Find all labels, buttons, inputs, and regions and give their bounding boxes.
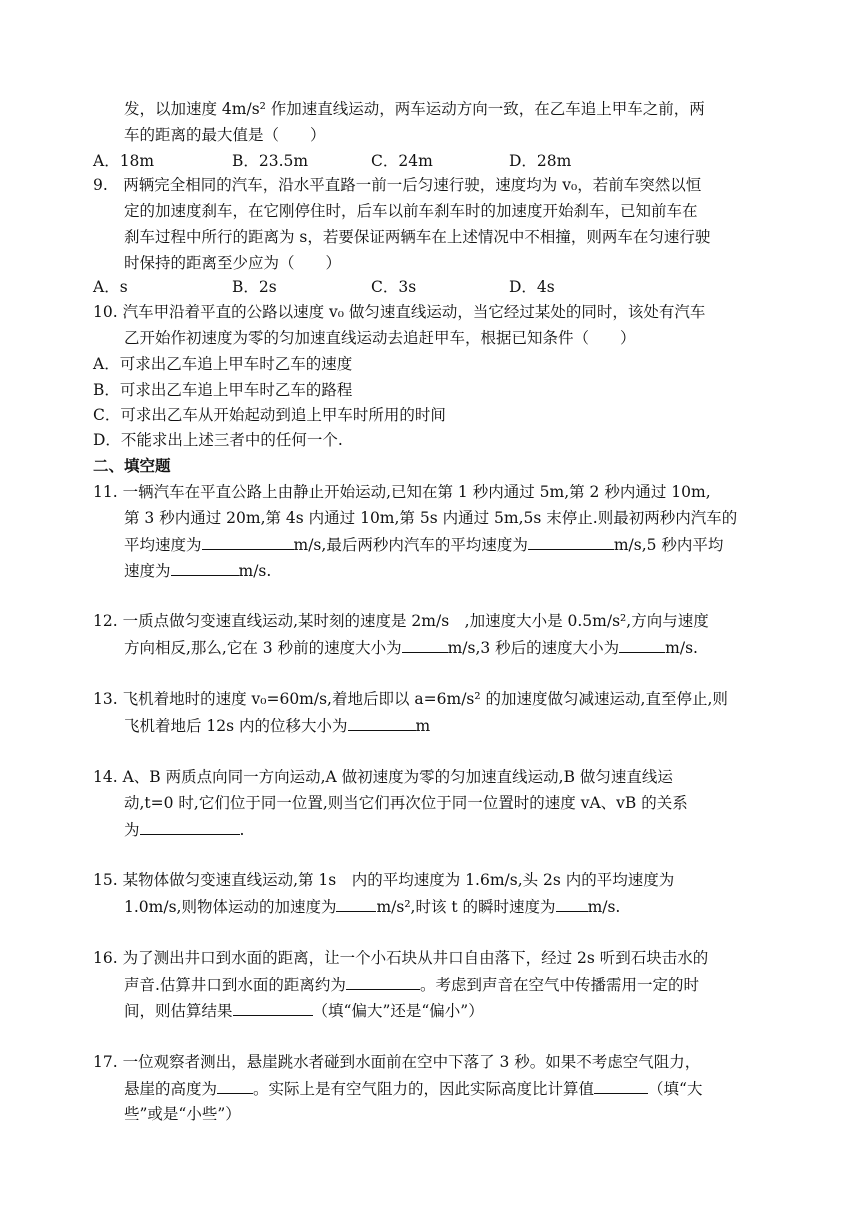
q15-line2-text-c: m/s.: [587, 898, 621, 916]
q10-line1: 10. 汽车甲沿着平直的公路以速度 v₀ 做匀速直线运动，当它经过某处的同时，该处有汽车: [93, 303, 706, 321]
q10-option-b[interactable]: B．可求出乙车追上甲车时乙车的路程: [93, 381, 353, 399]
q17-blank-1[interactable]: [217, 1075, 253, 1094]
q8-line2: 车的距离的最大值是（ ）: [124, 126, 326, 144]
q14-line1: 14. A、B 两质点向同一方向运动,A 做初速度为零的匀加速直线运动,B 做匀速直线运: [93, 768, 673, 786]
q16-blank-2[interactable]: [233, 997, 313, 1016]
q10-option-a[interactable]: A．可求出乙车追上甲车时乙车的速度: [93, 355, 353, 373]
q14-line2: 动,t=0 时,它们位于同一位置,则当它们再次位于同一位置时的速度 vA、vB 的关系: [124, 794, 688, 812]
q8-option-d[interactable]: D．28m: [509, 152, 572, 170]
q13-line2: [124, 712, 430, 738]
q8-options: [93, 148, 653, 174]
q17-line3: 些”或是“小些”）: [124, 1105, 241, 1123]
q11-line1: 11. 一辆汽车在平直公路上由静止开始运动,已知在第 1 秒内通过 5m,第 2 秒内通过 10m,: [93, 483, 711, 501]
q16-line3: [124, 997, 484, 1023]
q14-line3: [124, 816, 244, 842]
q16-line2-text-a: 声音.估算井口到水面的距离约为: [124, 976, 346, 994]
q11-line3-text-c: m/s,5 秒内平均: [613, 536, 724, 554]
q16-line3-text-a: 间，则估算结果: [124, 1002, 233, 1020]
q9-option-a[interactable]: A．s: [93, 278, 128, 296]
q9-line1: 9. 两辆完全相同的汽车，沿水平直路一前一后匀速行驶，速度均为 v₀，若前车突然以恒: [93, 176, 702, 194]
q13-blank-1[interactable]: [348, 712, 416, 731]
q14-line3-text-a: 为: [124, 821, 140, 839]
section-heading-fill-in: 二、填空题: [93, 456, 171, 475]
q10-option-c[interactable]: C．可求出乙车从开始起动到追上甲车时所用的时间: [93, 406, 446, 424]
q11-blank-2[interactable]: [528, 531, 614, 550]
q15-line2-text-a: 1.0m/s,则物体运动的加速度为: [124, 898, 337, 916]
q9-options: [93, 274, 653, 300]
q12-line2-text-a: 方向相反,那么,它在 3 秒前的速度大小为: [124, 639, 402, 657]
q8-option-a[interactable]: A．18m: [93, 152, 155, 170]
q13-line2-text-b: m: [415, 717, 431, 735]
q12-blank-2[interactable]: [619, 634, 665, 653]
q12-line2: [124, 634, 698, 660]
q16-line2: [124, 971, 699, 997]
q16-line3-text-b: （填“偏大”还是“偏小”）: [312, 1002, 484, 1020]
q9-option-d[interactable]: D．4s: [509, 278, 555, 296]
q11-line4-text-a: 速度为: [124, 562, 171, 580]
q11-line4-text-b: m/s.: [238, 562, 272, 580]
q11-blank-1[interactable]: [202, 531, 294, 550]
q17-line2: [124, 1075, 702, 1101]
q9-option-c[interactable]: C．3s: [371, 278, 417, 296]
q9-line3: 刹车过程中所行的距离为 s，若要保证两辆车在上述情况中不相撞，则两车在匀速行驶: [124, 228, 711, 246]
q15-line2-text-b: m/s²,时该 t 的瞬时速度为: [376, 898, 556, 916]
q13-line1: 13. 飞机着地时的速度 v₀=60m/s,着地后即以 a=6m/s² 的加速度做匀减速运动,直至停止,则: [93, 690, 728, 708]
q9-option-b[interactable]: B．2s: [232, 278, 277, 296]
q14-line3-text-b: .: [239, 821, 245, 839]
q12-line2-text-c: m/s.: [665, 639, 698, 657]
q9-line2: 定的加速度刹车，在它刚停住时，后车以前车刹车时的加速度开始刹车，已知前车在: [124, 202, 698, 220]
q16-line2-text-b: 。考虑到声音在空气中传播需用一定的时: [419, 976, 699, 994]
q11-line4: [124, 557, 271, 583]
q11-line3: [124, 531, 723, 557]
q12-blank-1[interactable]: [402, 634, 448, 653]
q11-blank-3[interactable]: [171, 557, 239, 576]
q16-line1: 16. 为了测出井口到水面的距离，让一个小石块从井口自由落下，经过 2s 听到石块击水的: [93, 949, 709, 967]
q14-blank-1[interactable]: [140, 816, 240, 835]
q8-line1: 发，以加速度 4m/s² 作加速直线运动，两车运动方向一致，在乙车追上甲车之前，两: [124, 100, 705, 118]
q9-line4: 时保持的距离至少应为（ ）: [124, 254, 342, 272]
q11-line2: 第 3 秒内通过 20m,第 4s 内通过 10m,第 5s 内通过 5m,5s 末停止.则最初两秒内汽车的: [124, 509, 738, 527]
q8-option-c[interactable]: C．24m: [371, 152, 433, 170]
q15-blank-1[interactable]: [336, 893, 376, 912]
q17-line2-text-c: （填“大: [648, 1080, 703, 1098]
q11-line3-text-b: m/s,最后两秒内汽车的平均速度为: [293, 536, 528, 554]
q15-line2: [124, 893, 620, 919]
q17-line1: 17. 一位观察者测出，悬崖跳水者碰到水面前在空中下落了 3 秒。如果不考虑空气阻力，: [93, 1053, 701, 1071]
q12-line1: 12. 一质点做匀变速直线运动,某时刻的速度是 2m/s ,加速度大小是 0.5m/s²,方向与速度: [93, 612, 709, 630]
q15-line1: 15. 某物体做匀变速直线运动,第 1s 内的平均速度为 1.6m/s,头 2s 内的平均速度为: [93, 871, 675, 889]
q11-line3-text-a: 平均速度为: [124, 536, 202, 554]
q17-line2-text-b: 。实际上是有空气阻力的，因此实际高度比计算值: [253, 1080, 595, 1098]
q17-line2-text-a: 悬崖的高度为: [124, 1080, 218, 1098]
q12-line2-text-b: m/s,3 秒后的速度大小为: [447, 639, 620, 657]
q10-line2: 乙开始作初速度为零的匀加速直线运动去追赶甲车，根据已知条件（ ）: [124, 329, 636, 347]
q13-line2-text-a: 飞机着地后 12s 内的位移大小为: [124, 717, 348, 735]
q16-blank-1[interactable]: [346, 971, 420, 990]
q15-blank-2[interactable]: [556, 893, 588, 912]
q8-option-b[interactable]: B．23.5m: [232, 152, 309, 170]
q10-option-d[interactable]: D．不能求出上述三者中的任何一个.: [93, 431, 343, 449]
q17-blank-2[interactable]: [594, 1075, 648, 1094]
